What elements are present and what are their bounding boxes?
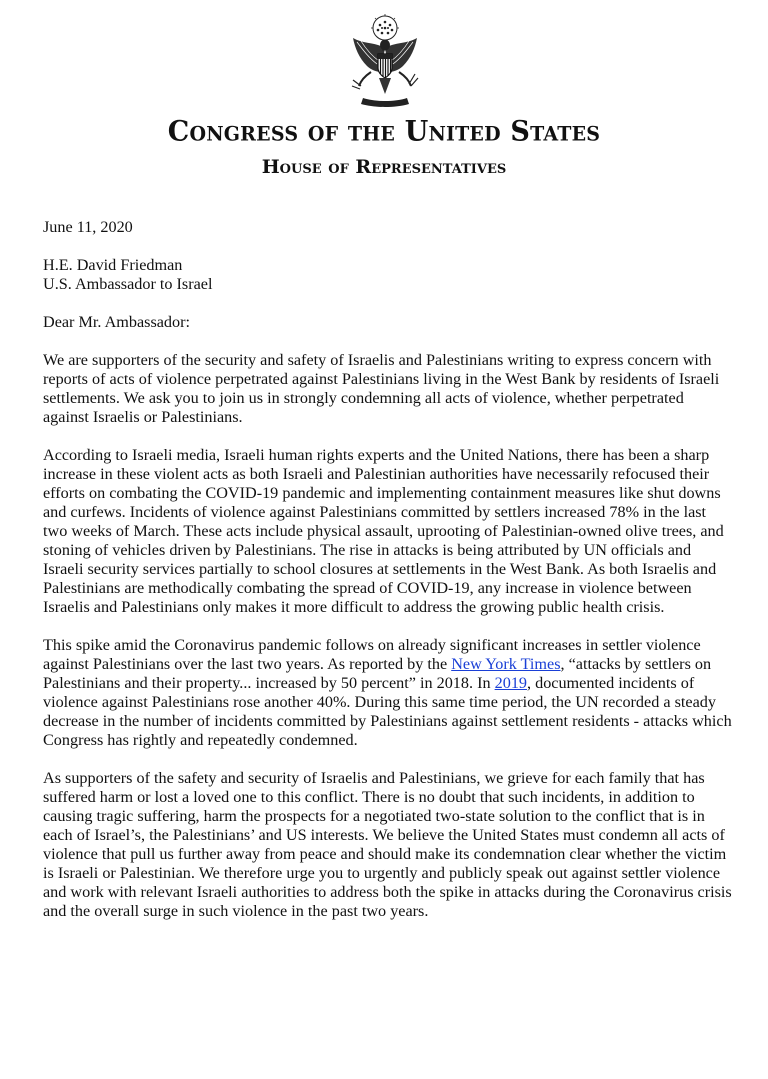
recipient-block	[43, 256, 733, 294]
paragraph-3-text-b: , “attacks by settlers on Palestinians and their property... increased by 50 percent” in 2018. In	[43, 655, 712, 692]
paragraph-4: As supporters of the safety and security of Israelis and Palestinians, we grieve for each family that has suffered harm or lost a loved one to this conflict. There is no doubt that such incidents, in addition to causing tragic suffering, harm the prospects for a negotiated two-state solution to the conflict that is in each of Israel’s, the Palestinians’ and US interests. We believe the United States must condemn all acts of violence that pull us further away from peace and should make its condemnation clear whether the victim is Israeli or Palestinian. We therefore urge you to urgently and publicly speak out against settler violence and work with relevant Israeli authorities to address both the spike in attacks during the Coronavirus crisis and the overall surge in such violence in the past two years.	[43, 769, 732, 920]
2019-report-link[interactable]: 2019	[494, 674, 527, 692]
paragraph-3-text-a: This spike amid the Coronavirus pandemic follows on already significant increases in settler violence against Palestinians over the last two years. As reported by the	[43, 636, 701, 673]
paragraph-3	[43, 636, 733, 750]
salutation: Dear Mr. Ambassador:	[43, 313, 191, 331]
letterhead-subtitle: House of Representatives	[261, 156, 507, 178]
letter-body	[43, 218, 733, 940]
paragraph-2: According to Israeli media, Israeli human rights experts and the United Nations, there has been a sharp increase in these violent acts as both Israeli and Palestinian authorities have necessarily refocused their efforts on combating the COVID-19 pandemic and implementing containment measures like shut downs and curfews. Incidents of violence against Palestinians committed by settlers increased 78% in the last two weeks of March. These acts include physical assault, uprooting of Palestinian-owned olive trees, and stoning of vehicles driven by Palestinians. The rise in attacks is being attributed by UN officials and Israeli security services partially to school closures at settlements in the West Bank. As both Israelis and Palestinians are methodically combating the spread of COVID-19, any increase in violence between Israelis and Palestinians only makes it more difficult to address the growing public health crisis.	[43, 446, 724, 616]
letterhead-title: Congress of the United States	[167, 115, 601, 148]
recipient-name: H.E. David Friedman	[43, 256, 183, 274]
paragraph-1: We are supporters of the security and safety of Israelis and Palestinians writing to express concern with reports of acts of violence perpetrated against Palestinians living in the West Bank by residents of Israeli settlements. We ask you to join us in strongly condemning all acts of violence, whether perpetrated against Israelis or Palestinians.	[43, 351, 720, 426]
paragraph-3-text-c: , documented incidents of violence against Palestinians rose another 40%. During this same time period, the UN recorded a steady decrease in the number of incidents committed by Palestinians against settlement residents - attacks which Congress has rightly and repeatedly condemned.	[43, 674, 732, 749]
new-york-times-link[interactable]: New York Times	[451, 655, 561, 673]
letter-date: June 11, 2020	[43, 218, 133, 236]
great-seal-eagle-icon	[349, 14, 421, 109]
recipient-title: U.S. Ambassador to Israel	[43, 275, 213, 293]
